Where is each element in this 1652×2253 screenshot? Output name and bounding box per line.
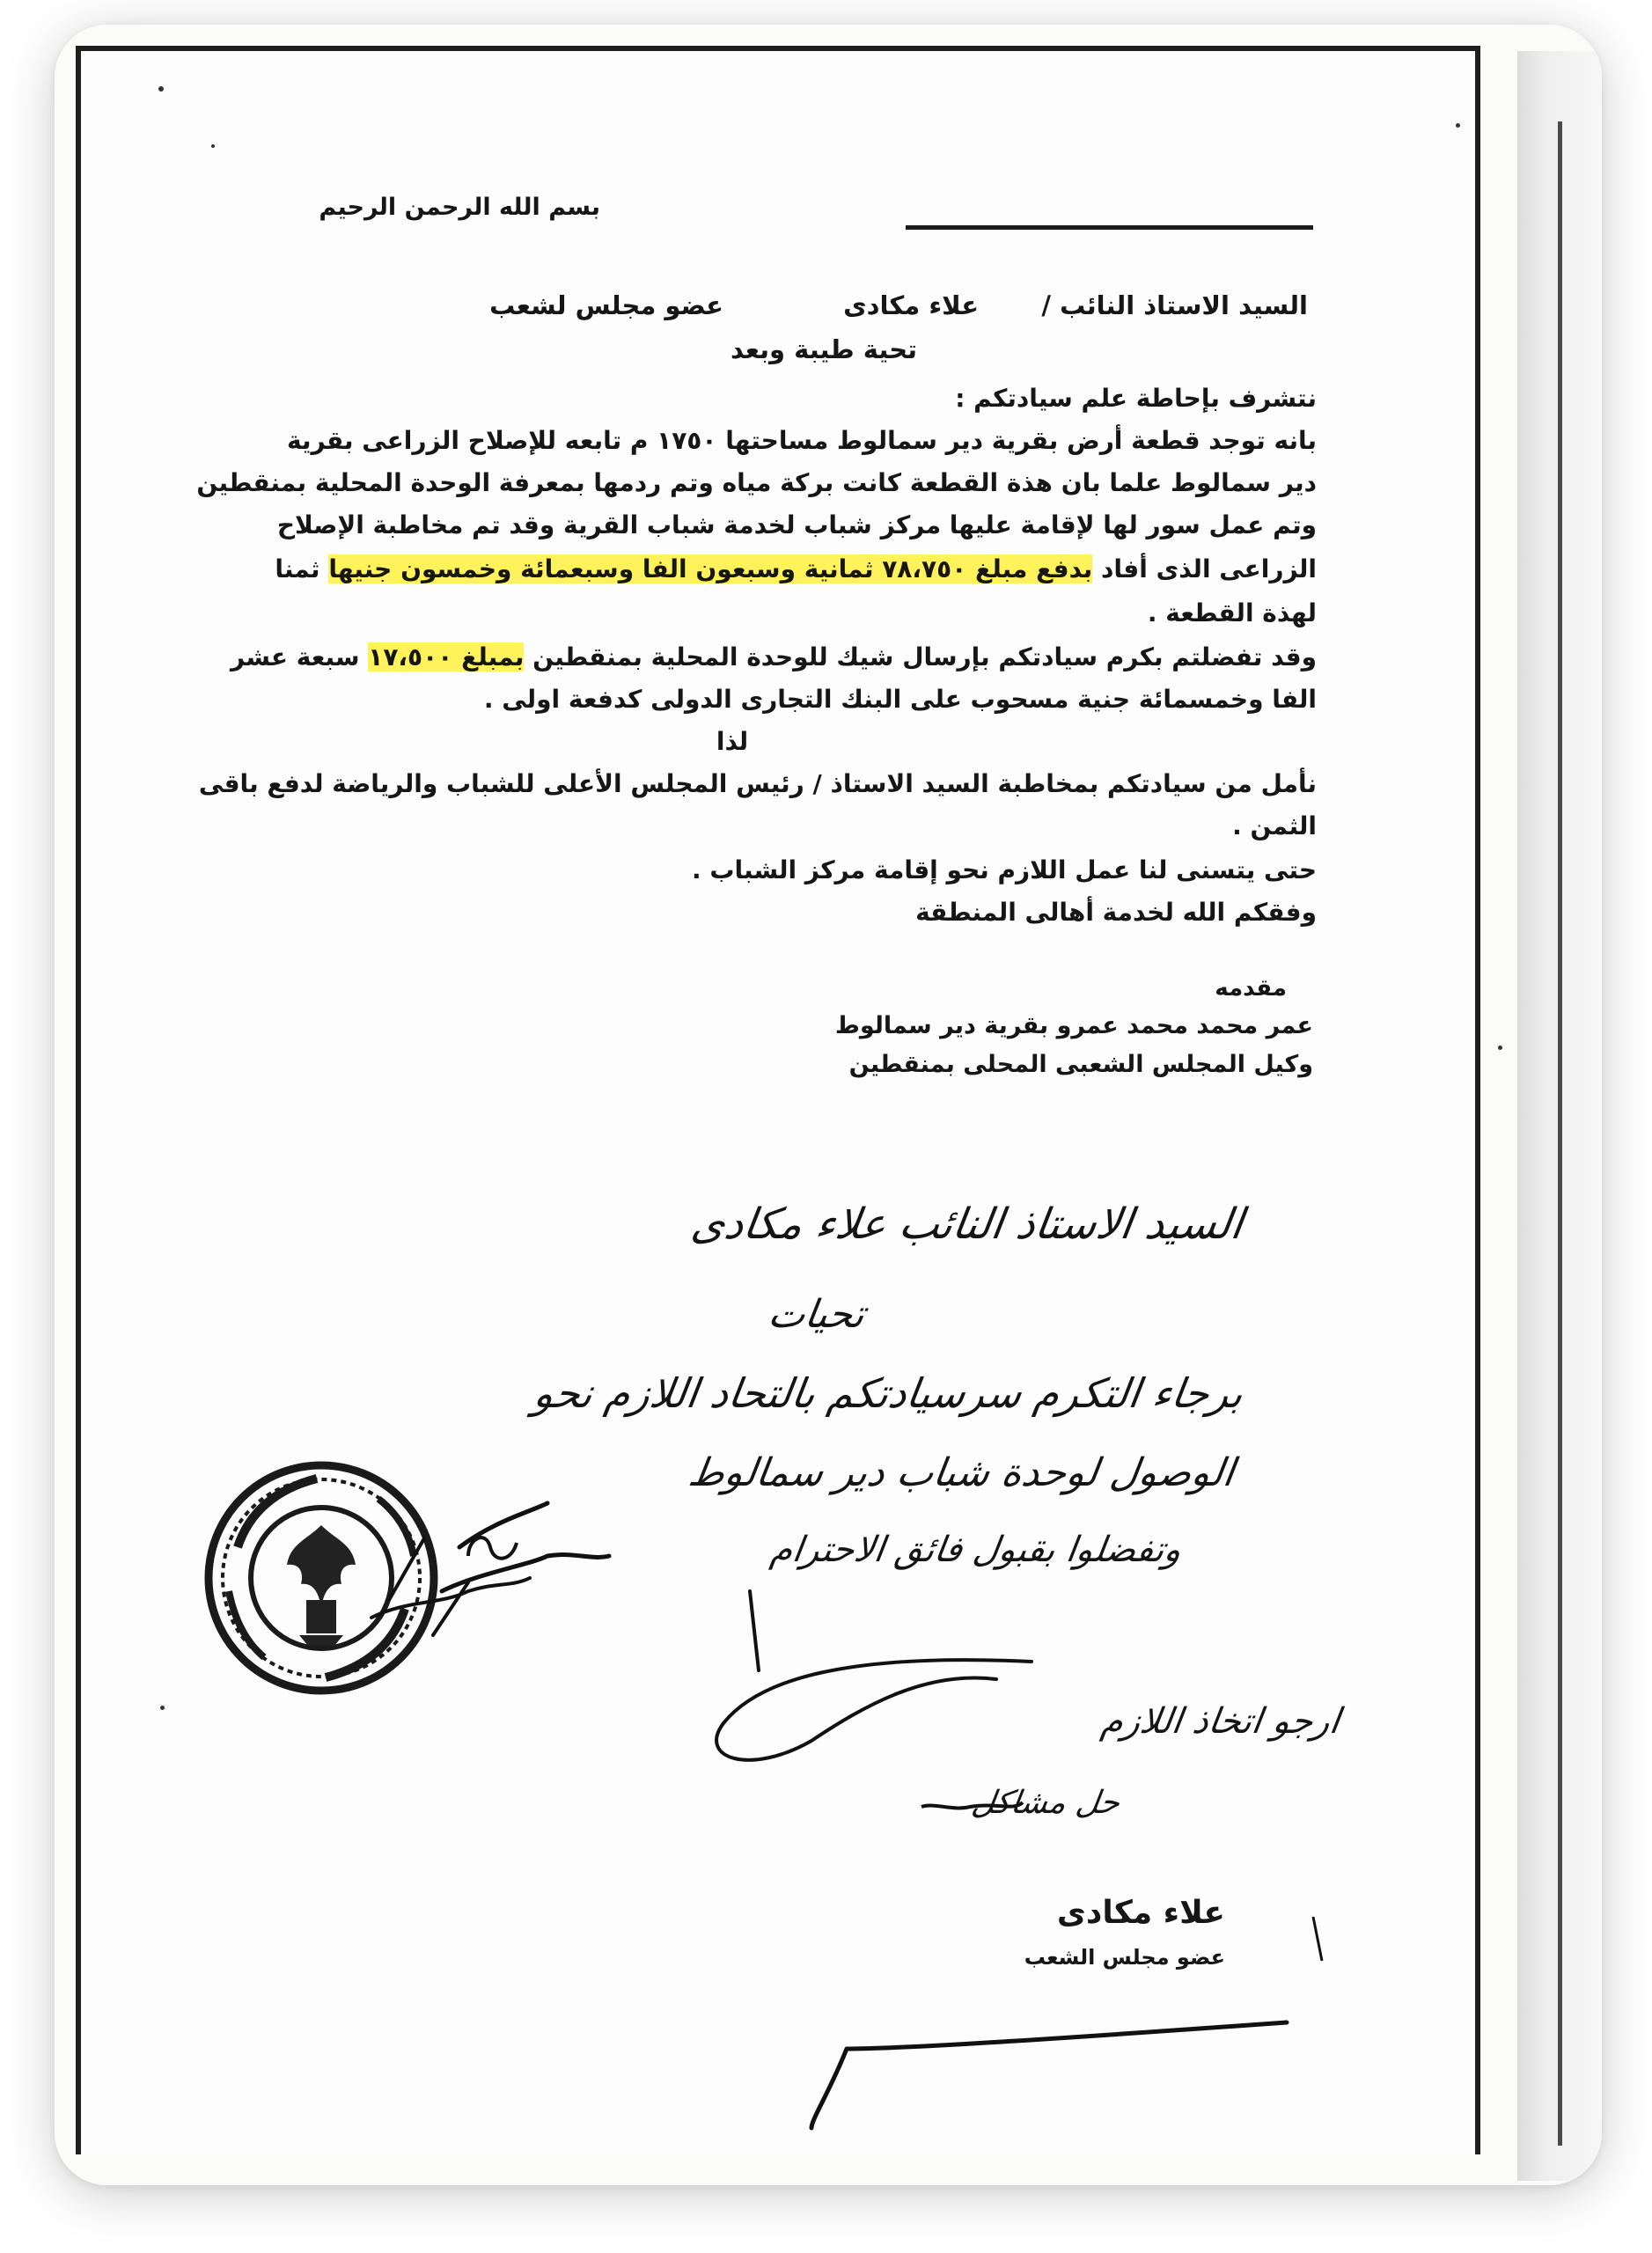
body-line: وتم عمل سور لها لإقامة عليها مركز شباب لخدمة شباب القرية وقد تم مخاطبة الإصلاح [276, 510, 1317, 539]
body-line: نتشرف بإحاطة علم سيادتكم : [955, 384, 1317, 413]
body-text: ثمنا [275, 554, 329, 583]
handwritten-line: وتفضلوا بقبول فائق الاحترام [767, 1530, 1185, 1570]
signer-title-line: وكيل المجلس الشعبى المحلى بمنقطين [848, 1051, 1313, 1078]
body-line: بانه توجد قطعة أرض بقرية دير سمالوط مساحتها ١٧٥٠ م تابعه للإصلاح الزراعى بقرية [286, 426, 1317, 455]
body-text: وقد تفضلتم بكرم سيادتكم بإرسال شيك للوحدة المحلية بمنقطين [524, 642, 1317, 671]
handwritten-line: تحيات [765, 1292, 868, 1337]
page-edge-line [1558, 121, 1562, 2146]
scanned-letter [55, 25, 1602, 2185]
final-signature-name: علاء مكادى [1056, 1895, 1225, 1931]
basmala: بسم الله الرحمن الرحيم [319, 194, 600, 221]
body-line [253, 549, 1317, 590]
handwritten-line: برجاء التكرم سرسيادتكم بالتحاد اللازم نحو [531, 1369, 1246, 1417]
header-rule [906, 225, 1313, 230]
addressee-name: علاء مكادى [843, 290, 979, 320]
signer-name-line: عمر محمد محمد عمرو بقرية دير سمالوط [834, 1012, 1313, 1039]
body-line: لهذة القطعة . [1147, 598, 1317, 627]
scan-speck [1498, 1046, 1502, 1050]
body-text: الزراعى الذى أفاد [1092, 554, 1317, 583]
scan-speck [158, 86, 164, 92]
highlighted-amount: بدفع مبلغ ٧٨،٧٥٠ ثمانية وسبعون الفا وسبعمائة وخمسون جنيها [328, 554, 1093, 583]
body-line: حتى يتسنى لنا عمل اللازم نحو إقامة مركز الشباب . [691, 855, 1317, 884]
addressee-line: السيد الاستاذ النائب / [1041, 290, 1308, 320]
scan-speck [1456, 123, 1460, 128]
addressee-title: عضو مجلس لشعب [489, 290, 723, 320]
handwritten-line: السيد الاستاذ النائب علاء مكادى [687, 1200, 1246, 1249]
handwritten-line: الوصول لوحدة شباب دير سمالوط [685, 1450, 1237, 1495]
scan-speck [211, 144, 215, 148]
body-line: نأمل من سيادتكم بمخاطبة السيد الاستاذ / رئيس المجلس الأعلى للشباب والرياضة لدفع باقى [198, 769, 1317, 798]
greeting: تحية طيبة وبعد [730, 334, 917, 364]
final-signature-title: عضو مجلس الشعب [1024, 1945, 1225, 1970]
body-text: سبعة عشر [230, 642, 369, 671]
body-line: دير سمالوط علما بان هذة القطعة كانت بركة مياه وتم ردمها بمعرفة الوحدة المحلية بمنقطين [196, 468, 1317, 497]
body-line: لذا [716, 727, 749, 756]
body-line: الثمن . [1232, 811, 1317, 840]
official-seal-icon [202, 1459, 440, 1697]
handwritten-line: حل مشاكل [969, 1785, 1122, 1821]
body-line [230, 637, 1317, 678]
highlighted-amount: بمبلغ ١٧،٥٠٠ [368, 642, 525, 671]
handwritten-line: ارجو اتخاذ اللازم [1098, 1701, 1343, 1742]
body-line: الفا وخمسمائة جنية مسحوب على البنك التجارى الدولى كدفعة اولى . [483, 685, 1317, 714]
document-card [55, 25, 1602, 2185]
body-line: وفقكم الله لخدمة أهالى المنطقة [915, 898, 1317, 927]
scan-speck [160, 1706, 165, 1710]
signer-label: مقدمه [1215, 975, 1287, 1002]
